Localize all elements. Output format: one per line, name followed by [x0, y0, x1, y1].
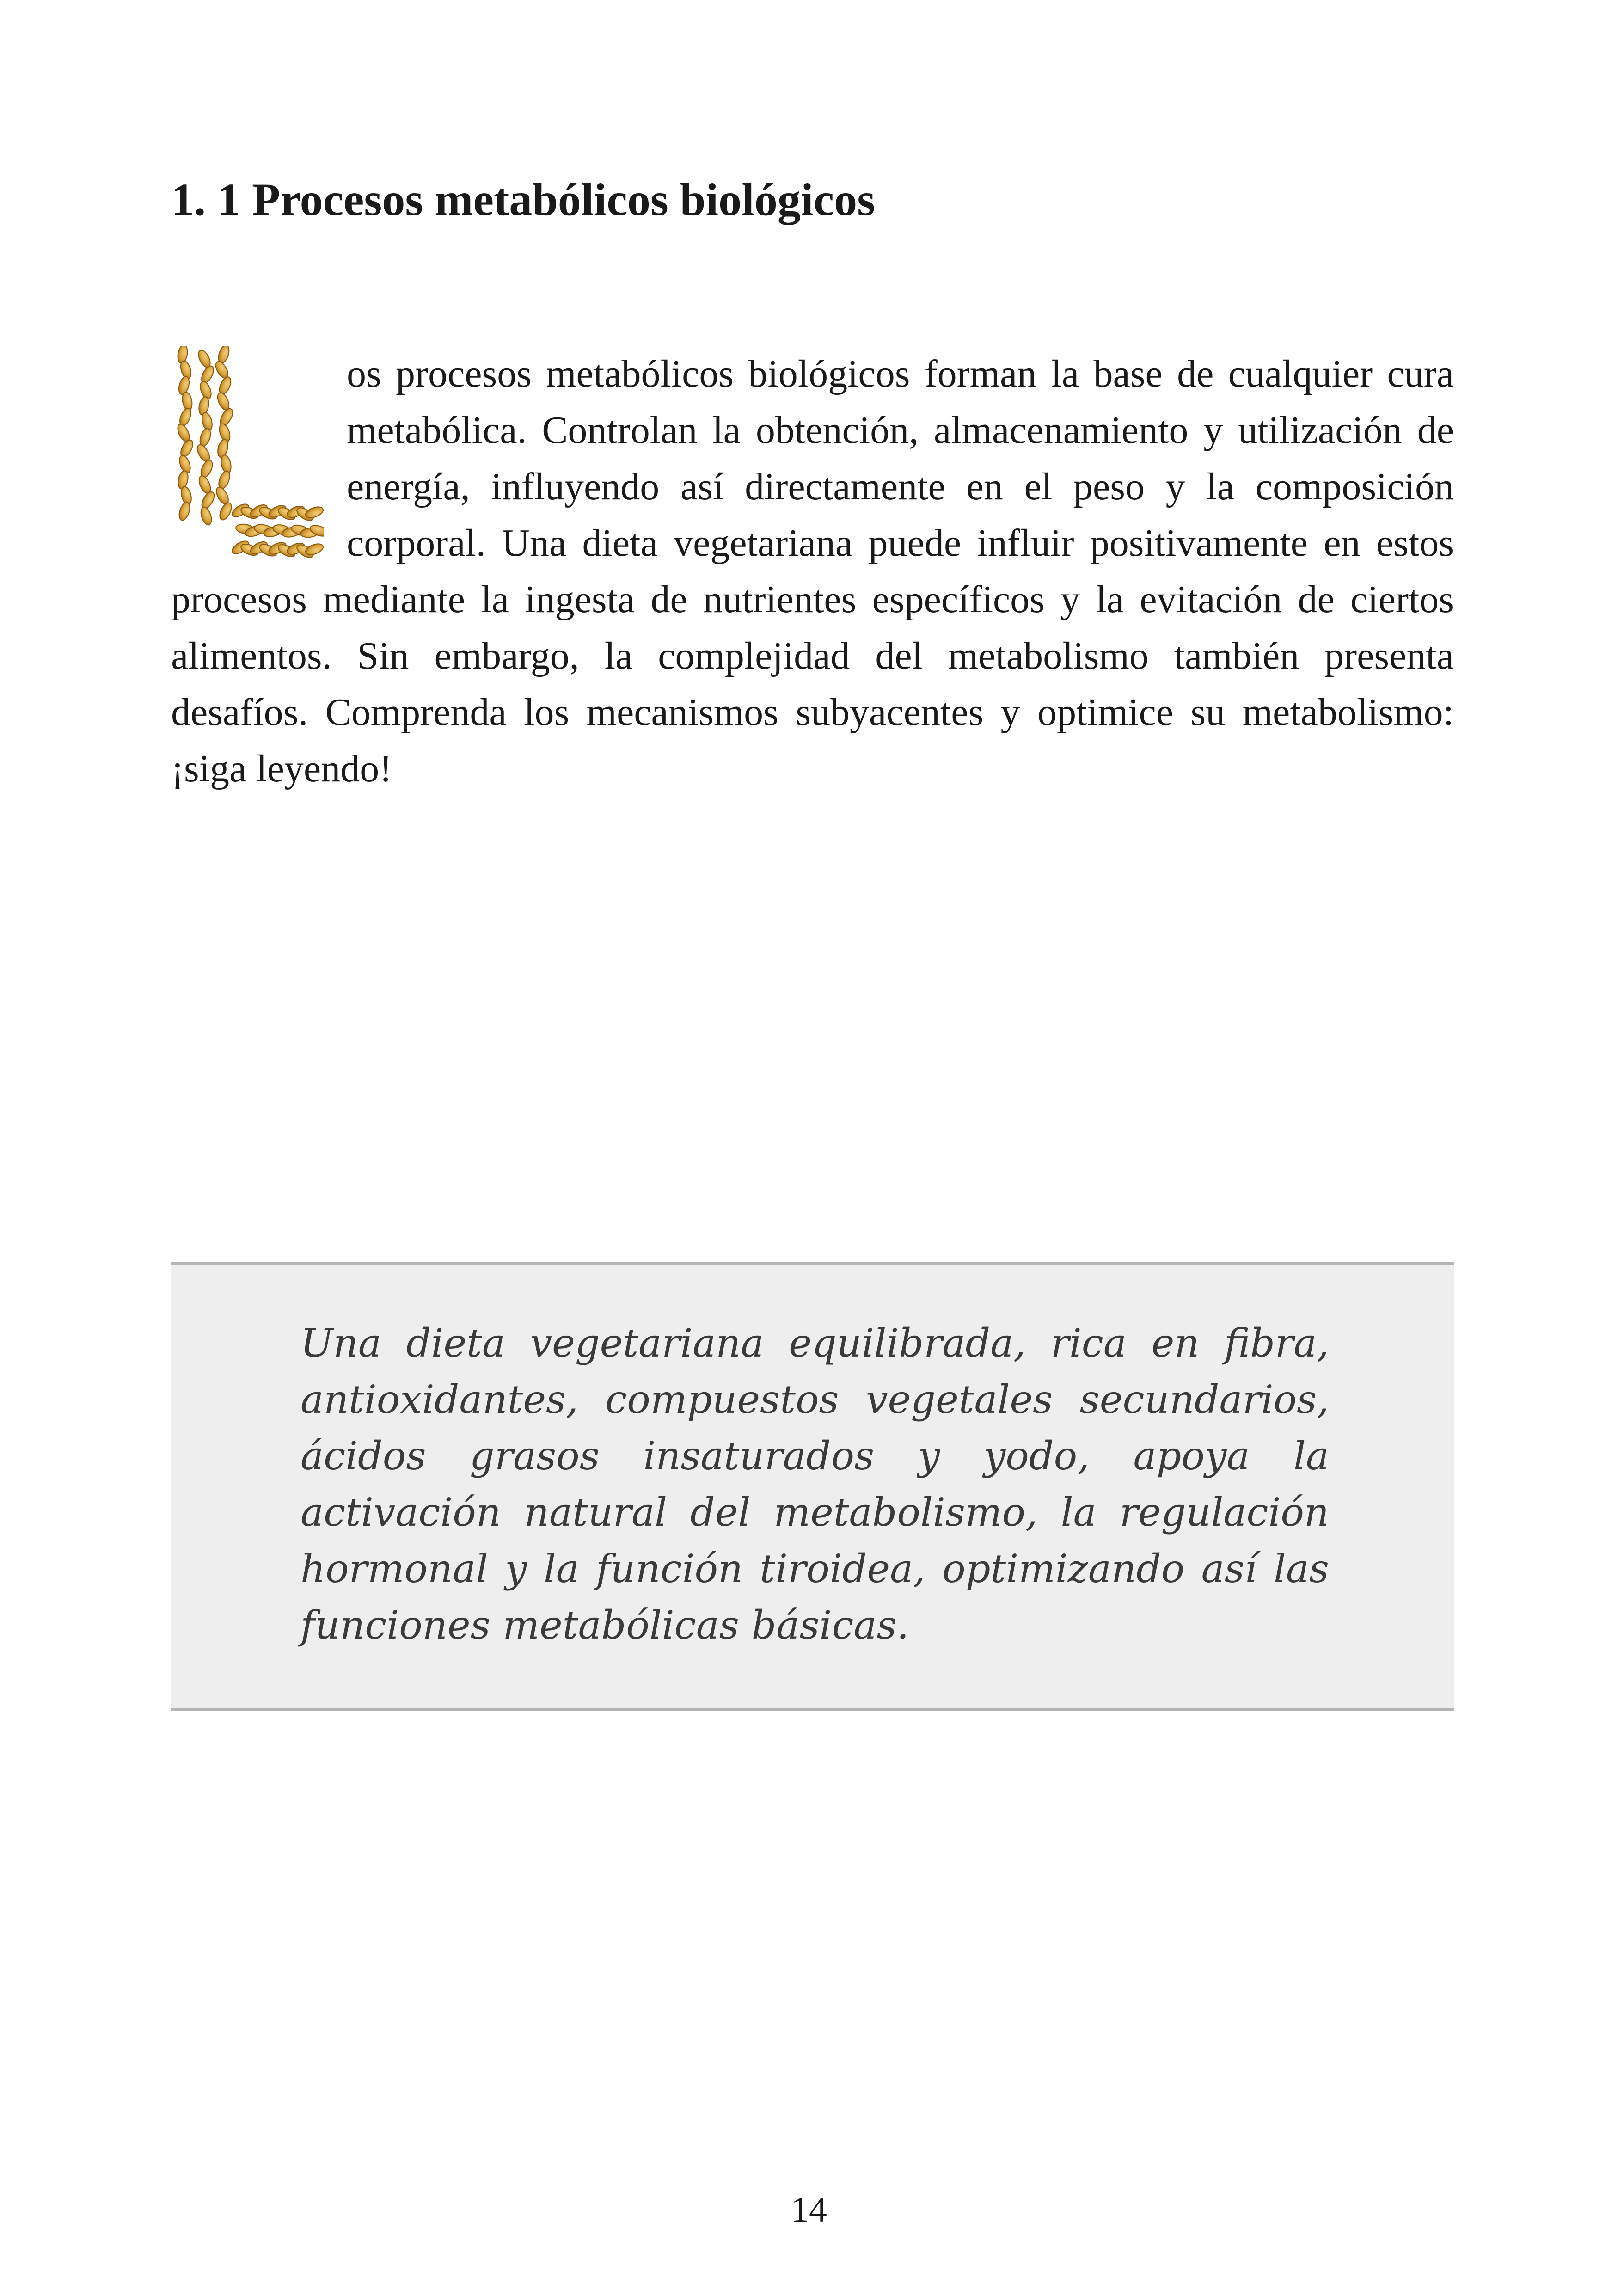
seed-shape — [177, 501, 191, 522]
seed-letter-l-icon — [171, 346, 324, 563]
drop-cap-seed-letter-l — [171, 346, 324, 563]
seed-shape — [217, 501, 234, 522]
intro-text: os procesos metabólicos biológicos forman la base de cualquier cura metabólica. Controlan la obtención, almacenamiento y utilización de energía, influyendo así directamente en el peso y la composición corporal. Una dieta vegetariana puede influir positivamente en estos procesos mediante la ingesta de nutrientes específicos y la evitación de ciertos alimentos. Sin embargo, la complejidad del metabolismo también presenta desafíos. Comprenda los mecanismos subyacentes y optimice su metabolismo: ¡siga leyendo! — [171, 352, 1454, 790]
section-title: 1. 1 Procesos metabólicos biológicos — [171, 174, 875, 225]
callout-text: Una dieta vegetariana equilibrada, rica en fibra, antioxidantes, compuestos vegetales secundarios, ácidos grasos insaturados y yodo, apoya la activación natural del metabolismo, la regulación hormonal y la función tiroidea, optimizando así las funciones metabólicas básicas. — [300, 1320, 1329, 1648]
callout-box — [171, 1262, 1454, 1711]
page-number: 14 — [791, 2189, 827, 2229]
intro-paragraph — [171, 346, 1454, 797]
seed-shape — [199, 506, 213, 526]
